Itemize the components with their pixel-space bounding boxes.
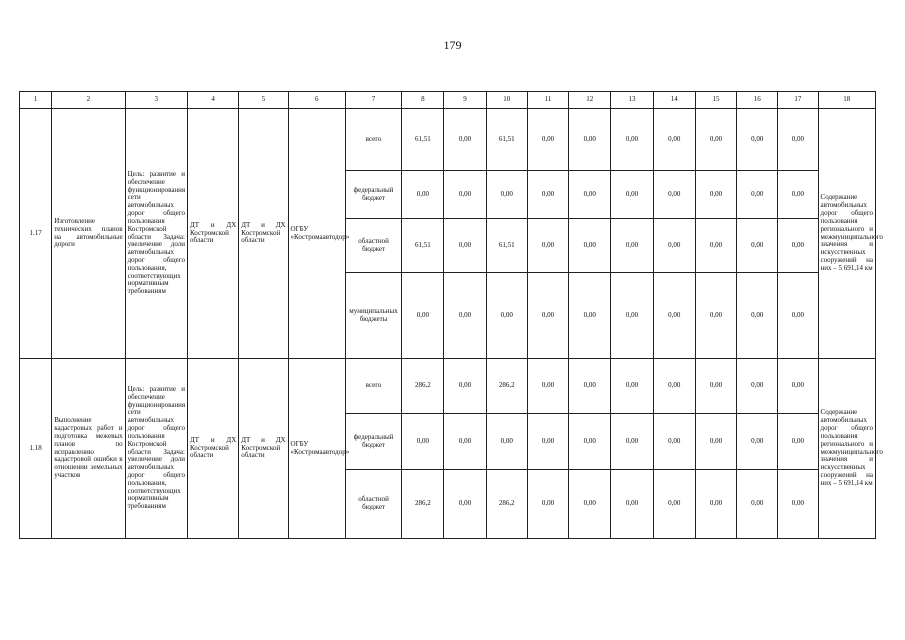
funding-source-label: всего <box>345 359 401 414</box>
funding-value: 0,00 <box>778 470 818 539</box>
funding-value: 286,2 <box>486 359 527 414</box>
participant: ОГБУ «Костромаавтодор» <box>288 109 345 359</box>
funding-value: 0,00 <box>611 219 653 273</box>
event-name: Изготовление технических планов на автомобильные дороги <box>52 109 125 359</box>
funding-source-label: муниципальных бюджеты <box>345 273 401 359</box>
funding-value: 0,00 <box>527 273 568 359</box>
funding-source-label: областной бюджет <box>345 219 401 273</box>
funding-value: 0,00 <box>653 273 695 359</box>
funding-value: 0,00 <box>569 414 611 470</box>
funding-value: 0,00 <box>695 273 736 359</box>
goal-task: Цель: развитие и обеспечение функционирования сети автомобильных дорог общего пользования Костромской области Задача: увеличение доли автомобильных дорог общего пользования, соответствующих нормативным требованиям <box>125 109 187 359</box>
funding-value: 0,00 <box>611 414 653 470</box>
column-header: 9 <box>444 92 486 109</box>
column-header: 2 <box>52 92 125 109</box>
funding-value: 0,00 <box>695 414 736 470</box>
column-header: 11 <box>527 92 568 109</box>
funding-value: 0,00 <box>527 219 568 273</box>
funding-value: 0,00 <box>444 273 486 359</box>
column-header: 6 <box>288 92 345 109</box>
funding-value: 0,00 <box>527 359 568 414</box>
funding-value: 0,00 <box>444 414 486 470</box>
funding-value: 0,00 <box>569 219 611 273</box>
funding-value: 0,00 <box>737 273 778 359</box>
expected-result: Содержание автомобильных дорог общего пользования регионального и межмуниципального значения и искусственных сооружений на них – 5 691,14 км <box>818 109 875 359</box>
funding-value: 0,00 <box>737 470 778 539</box>
funding-value: 0,00 <box>695 359 736 414</box>
funding-value: 0,00 <box>695 109 736 171</box>
funding-value: 0,00 <box>611 109 653 171</box>
header-row <box>20 92 876 109</box>
funding-value: 0,00 <box>444 171 486 219</box>
funding-value: 0,00 <box>737 414 778 470</box>
funding-value: 0,00 <box>527 470 568 539</box>
responsible-executor: ДТ и ДХ Костромской области <box>187 359 238 539</box>
funding-value: 0,00 <box>653 109 695 171</box>
column-header: 13 <box>611 92 653 109</box>
funding-value: 0,00 <box>611 359 653 414</box>
funding-value: 286,2 <box>402 359 444 414</box>
funding-value: 61,51 <box>402 219 444 273</box>
funding-value: 286,2 <box>402 470 444 539</box>
funding-value: 61,51 <box>402 109 444 171</box>
funding-value: 61,51 <box>486 219 527 273</box>
funding-value: 0,00 <box>527 109 568 171</box>
column-header: 17 <box>778 92 818 109</box>
column-header: 18 <box>818 92 875 109</box>
funding-value: 0,00 <box>569 273 611 359</box>
funding-value: 0,00 <box>486 414 527 470</box>
funding-source-label: федеральный бюджет <box>345 171 401 219</box>
column-header: 10 <box>486 92 527 109</box>
row-number: 1.17 <box>20 109 52 359</box>
column-header: 14 <box>653 92 695 109</box>
funding-value: 0,00 <box>653 171 695 219</box>
funding-value: 0,00 <box>527 414 568 470</box>
funding-value: 0,00 <box>569 109 611 171</box>
funding-value: 0,00 <box>778 273 818 359</box>
goal-task: Цель: развитие и обеспечение функционирования сети автомобильных дорог общего пользования Костромской области Задача: увеличение доли автомобильных дорог общего пользования, соответствующих нормативным требованиям <box>125 359 187 539</box>
funding-value: 0,00 <box>486 273 527 359</box>
funding-source-label: областной бюджет <box>345 470 401 539</box>
funding-value: 0,00 <box>402 273 444 359</box>
funding-source-label: федеральный бюджет <box>345 414 401 470</box>
column-header: 8 <box>402 92 444 109</box>
funding-value: 286,2 <box>486 470 527 539</box>
funding-value: 0,00 <box>486 171 527 219</box>
funding-value: 61,51 <box>486 109 527 171</box>
funding-value: 0,00 <box>444 109 486 171</box>
table-row <box>20 359 876 414</box>
funding-value: 0,00 <box>527 171 568 219</box>
funding-value: 0,00 <box>737 219 778 273</box>
column-header: 4 <box>187 92 238 109</box>
funding-value: 0,00 <box>778 219 818 273</box>
column-header: 7 <box>345 92 401 109</box>
funding-value: 0,00 <box>737 109 778 171</box>
funding-value: 0,00 <box>695 470 736 539</box>
column-header: 3 <box>125 92 187 109</box>
funding-value: 0,00 <box>695 219 736 273</box>
page-number: 179 <box>443 38 462 52</box>
funding-value: 0,00 <box>402 171 444 219</box>
co-executor: ДТ и ДХ Костромской области <box>239 359 288 539</box>
funding-value: 0,00 <box>653 219 695 273</box>
table-row <box>20 109 876 171</box>
program-table <box>19 91 883 539</box>
funding-value: 0,00 <box>653 414 695 470</box>
funding-value: 0,00 <box>569 359 611 414</box>
funding-value: 0,00 <box>653 359 695 414</box>
column-header: 15 <box>695 92 736 109</box>
column-header: 5 <box>239 92 288 109</box>
responsible-executor: ДТ и ДХ Костромской области <box>187 109 238 359</box>
funding-value: 0,00 <box>695 171 736 219</box>
funding-value: 0,00 <box>444 359 486 414</box>
funding-value: 0,00 <box>611 273 653 359</box>
co-executor: ДТ и ДХ Костромской области <box>239 109 288 359</box>
funding-value: 0,00 <box>569 171 611 219</box>
funding-value: 0,00 <box>611 171 653 219</box>
funding-value: 0,00 <box>402 414 444 470</box>
funding-value: 0,00 <box>444 470 486 539</box>
funding-value: 0,00 <box>737 171 778 219</box>
participant: ОГБУ «Костромаавтодор» <box>288 359 345 539</box>
funding-value: 0,00 <box>778 171 818 219</box>
event-name: Выполнение кадастровых работ и подготовка межевых планов по исправлению кадастровой ошибки в отношении земельных участков <box>52 359 125 539</box>
funding-value: 0,00 <box>653 470 695 539</box>
column-header: 12 <box>569 92 611 109</box>
funding-value: 0,00 <box>737 359 778 414</box>
column-header: 1 <box>20 92 52 109</box>
funding-value: 0,00 <box>778 414 818 470</box>
funding-value: 0,00 <box>569 470 611 539</box>
funding-source-label: всего <box>345 109 401 171</box>
expected-result: Содержание автомобильных дорог общего пользования регионального и межмуниципального значения и искусственных сооружений на них – 5 691,14 км <box>818 359 875 539</box>
funding-value: 0,00 <box>778 109 818 171</box>
column-header: 16 <box>737 92 778 109</box>
row-number: 1.18 <box>20 359 52 539</box>
funding-value: 0,00 <box>444 219 486 273</box>
funding-value: 0,00 <box>778 359 818 414</box>
funding-value: 0,00 <box>611 470 653 539</box>
